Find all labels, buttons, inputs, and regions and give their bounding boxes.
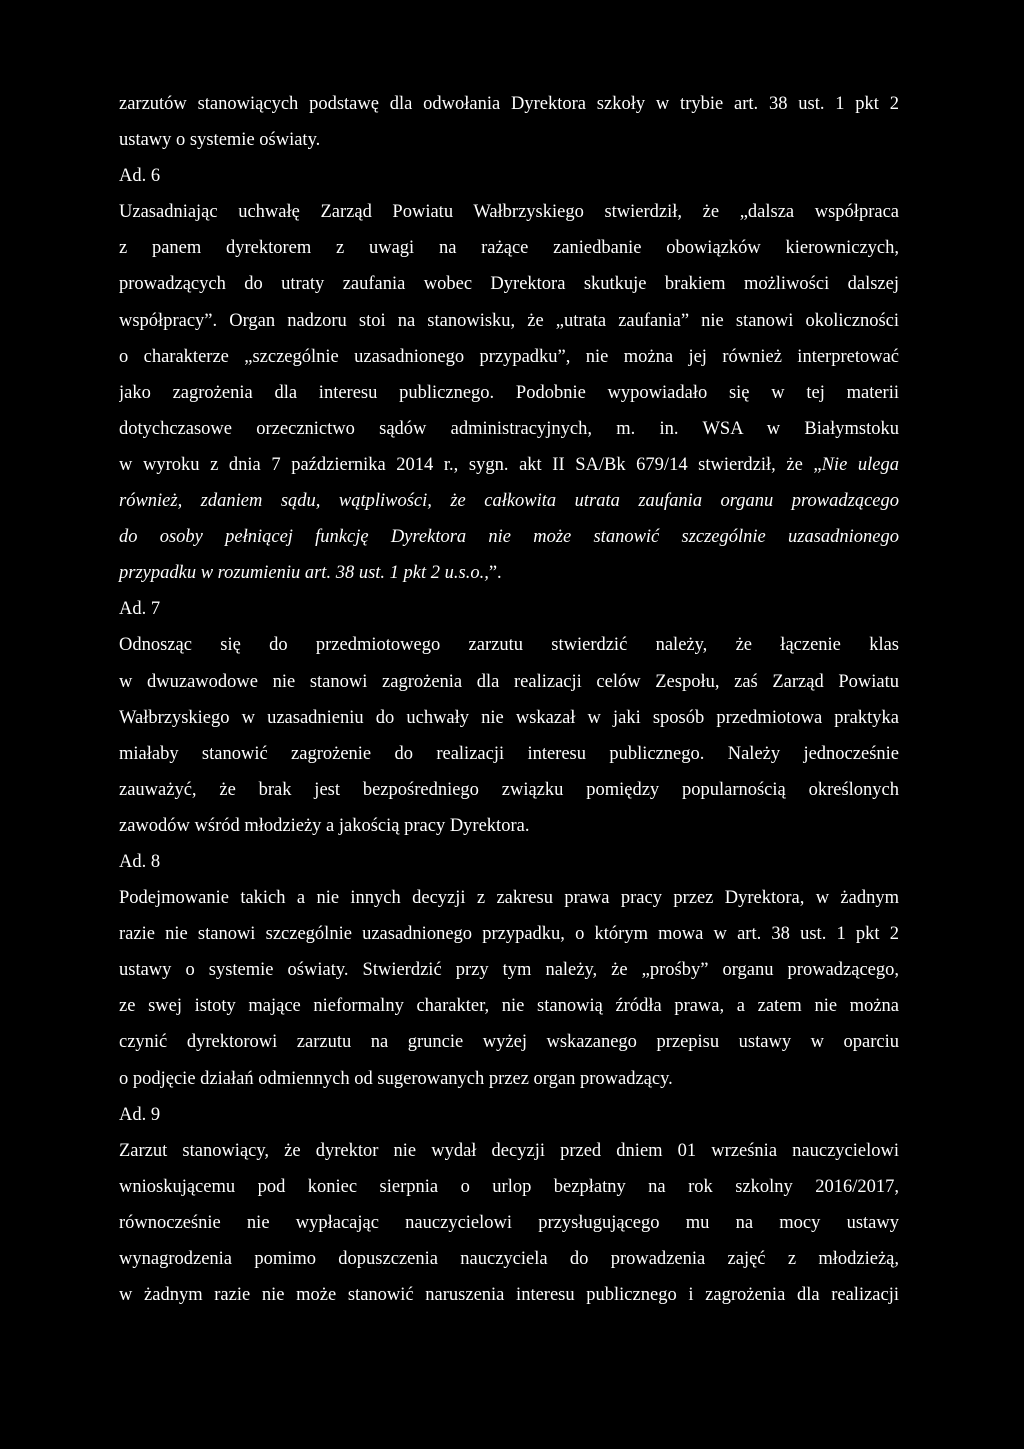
- text-line: [119, 555, 899, 591]
- line-text: ustawy o systemie oświaty.: [119, 130, 321, 151]
- text-line: [119, 1061, 899, 1097]
- text-line: [119, 952, 899, 988]
- line-text: zawodów wśród młodzieży a jakością pracy Dyrektora.: [119, 815, 530, 836]
- line-text: wnioskującemu pod koniec sierpnia o urlop bezpłatny na rok szkolny 2016/2017,: [119, 1176, 899, 1197]
- quote-end: ”.: [488, 563, 502, 584]
- line-text: razie nie stanowi szczególnie uzasadnionego przypadku, o którym mowa w art. 38 ust. 1 pkt 2: [119, 924, 899, 945]
- line-text: w żadnym razie nie może stanowić naruszenia interesu publicznego i zagrożenia dla realizacji: [119, 1285, 899, 1306]
- text-line: [119, 1133, 899, 1169]
- text-line: [119, 375, 899, 411]
- line-text: również, zdaniem sądu, wątpliwości, że całkowita utrata zaufania organu prowadzącego: [119, 491, 899, 512]
- text-line: [119, 1205, 899, 1241]
- line-text: równocześnie nie wypłacając nauczycielowi przysługującego mu na mocy ustawy: [119, 1212, 899, 1233]
- text-line: [119, 880, 899, 916]
- text-line: [119, 483, 899, 519]
- line-text: wynagrodzenia pomimo dopuszczenia nauczyciela do prowadzenia zajęć z młodzieżą,: [119, 1249, 899, 1269]
- section-heading: [119, 158, 899, 194]
- text-line: [119, 627, 899, 663]
- line-text: przypadku w rozumieniu art. 38 ust. 1 pkt 2 u.s.o.,: [119, 563, 489, 584]
- line-text: jako zagrożenia dla interesu publicznego. Podobnie wypowiadało się w tej materii: [119, 382, 899, 403]
- line-text: ustawy o systemie oświaty. Stwierdzić przy tym należy, że „prośby” organu prowadzącego,: [119, 960, 899, 981]
- line-text: o podjęcie działań odmiennych od sugerowanych przez organ prowadzący.: [119, 1068, 673, 1089]
- text-line: [119, 266, 899, 302]
- line-text: Zarzut stanowiący, że dyrektor nie wydał decyzji przed dniem 01 września nauczycielowi: [119, 1140, 899, 1161]
- text-line: [119, 988, 899, 1024]
- line-text: Ad. 8: [119, 851, 161, 872]
- line-text: z panem dyrektorem z uwagi na rażące zaniedbanie obowiązków kierowniczych,: [119, 238, 899, 259]
- line-text: do osoby pełniącej funkcję Dyrektora nie może stanowić szczególnie uzasadnionego: [119, 527, 899, 548]
- text-line: [119, 736, 899, 772]
- text-line: [119, 1277, 899, 1313]
- line-text: Odnosząc się do przedmiotowego zarzutu stwierdzić należy, że łączenie klas: [119, 635, 899, 656]
- text-line: [119, 1169, 899, 1205]
- line-text: Ad. 6: [119, 166, 161, 187]
- line-text: zauważyć, że brak jest bezpośredniego związku pomiędzy popularnością określonych: [119, 779, 899, 800]
- line-text: w dwuzawodowe nie stanowi zagrożenia dla realizacji celów Zespołu, zaś Zarząd Powiatu: [119, 671, 899, 692]
- line-text: o charakterze „szczególnie uzasadnionego przypadku”, nie można jej również interpretować: [119, 346, 899, 367]
- text-line: [119, 194, 899, 230]
- text-line: [119, 772, 899, 808]
- line-text: w wyroku z dnia 7 października 2014 r., sygn. akt II SA/Bk 679/14 stwierdził, że „: [119, 454, 822, 475]
- text-line: [119, 122, 899, 158]
- text-line: [119, 519, 899, 555]
- text-line: [119, 230, 899, 266]
- quote-start: Nie ulega: [821, 454, 899, 475]
- line-text: ze swej istoty mające nieformalny charakter, nie stanowią źródła prawa, a zatem nie można: [119, 996, 899, 1017]
- line-text: Ad. 7: [119, 599, 161, 620]
- line-text: dotychczasowe orzecznictwo sądów administracyjnych, m. in. WSA w Białymstoku: [119, 418, 899, 439]
- line-text: Wałbrzyskiego w uzasadnieniu do uchwały nie wskazał w jaki sposób przedmiotowa praktyka: [119, 707, 899, 728]
- text-line: [119, 447, 899, 483]
- line-text: Ad. 9: [119, 1104, 161, 1125]
- line-text: miałaby stanowić zagrożenie do realizacji interesu publicznego. Należy jednocześnie: [119, 743, 899, 764]
- line-text: Podejmowanie takich a nie innych decyzji z zakresu prawa pracy przez Dyrektora, w żadnym: [119, 888, 899, 909]
- line-text: współpracy”. Organ nadzoru stoi na stanowisku, że „utrata zaufania” nie stanowi okoliczności: [119, 310, 899, 331]
- line-text: zarzutów stanowiących podstawę dla odwołania Dyrektora szkoły w trybie art. 38 ust. 1 pkt 2: [119, 94, 899, 114]
- section-heading: [119, 1097, 899, 1133]
- line-text: prowadzących do utraty zaufania wobec Dyrektora skutkuje brakiem możliwości dalszej: [119, 274, 899, 295]
- document-page: [119, 86, 899, 1313]
- text-line: [119, 303, 899, 339]
- section-heading: [119, 844, 899, 880]
- section-heading: [119, 591, 899, 627]
- text-line: [119, 664, 899, 700]
- text-line: [119, 1241, 899, 1277]
- line-text: Uzasadniając uchwałę Zarząd Powiatu Wałbrzyskiego stwierdził, że „dalsza współpraca: [119, 202, 899, 223]
- text-line: [119, 916, 899, 952]
- text-line: [119, 1024, 899, 1060]
- text-line: [119, 700, 899, 736]
- line-text: czynić dyrektorowi zarzutu na gruncie wyżej wskazanego przepisu ustawy w oparciu: [119, 1032, 899, 1053]
- text-line: [119, 411, 899, 447]
- text-line: [119, 86, 899, 122]
- text-line: [119, 808, 899, 844]
- text-line: [119, 339, 899, 375]
